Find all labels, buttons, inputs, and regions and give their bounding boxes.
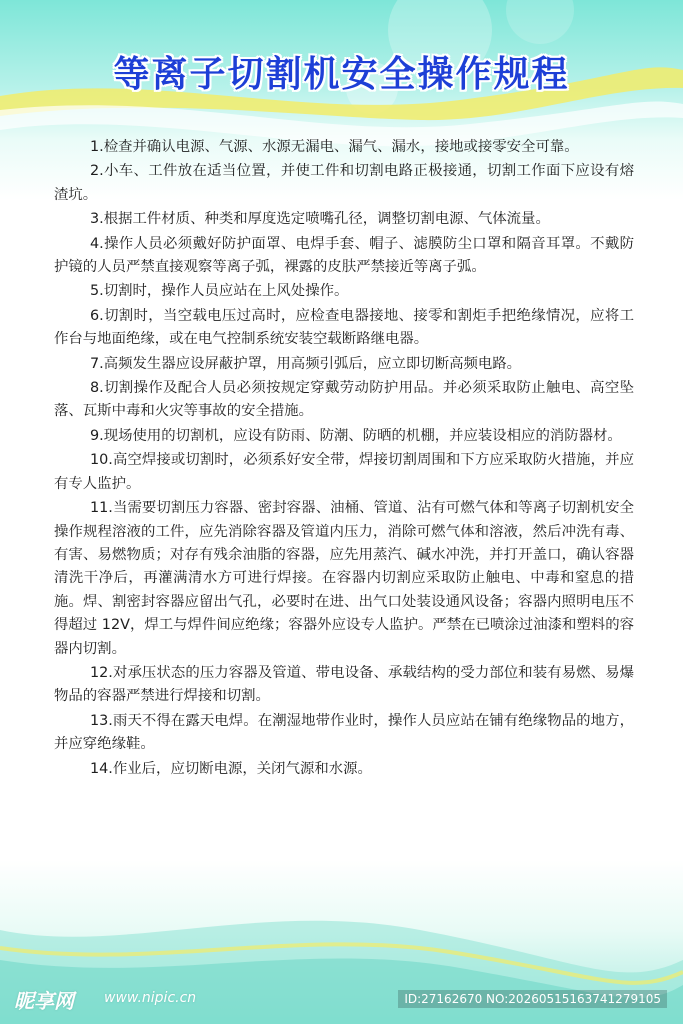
watermark-logo: 昵享网: [14, 989, 74, 1013]
rule-item: 4.操作人员必须戴好防护面罩、电焊手套、帽子、滤膜防尘口罩和隔音耳罩。不戴防护镜的人员严禁直接观察等离子弧，裸露的皮肤严禁接近等离子弧。: [54, 235, 634, 276]
rule-item: 13.雨天不得在露天电焊。在潮湿地带作业时，操作人员应站在铺有绝缘物品的地方，并应穿绝缘鞋。: [54, 712, 634, 753]
rule-item: 1.检查并确认电源、气源、水源无漏电、漏气、漏水，接地或接零安全可靠。: [90, 139, 579, 155]
rule-item: 7.高频发生器应设屏蔽护罩，用高频引弧后，应立即切断高频电路。: [90, 355, 522, 372]
rule-item: 6.切割时，当空载电压过高时，应检查电器接地、接零和割炬手把绝缘情况，应将工作台与地面绝缘，或在电气控制系统安装空载断路继电器。: [54, 307, 634, 348]
rule-item: 3.根据工件材质、种类和厚度选定喷嘴孔径，调整切割电源、气体流量。: [90, 211, 550, 228]
page-title: 等离子切割机安全操作规程: [113, 54, 570, 95]
rule-item: 8.切割操作及配合人员必须按规定穿戴劳动防护用品。并必须采取防止触电、高空坠落、瓦斯中毒和火灾等事故的安全措施。: [54, 380, 634, 420]
rule-item: 9.现场使用的切割机，应设有防雨、防潮、防晒的机棚，并应装设相应的消防器材。: [90, 427, 622, 444]
watermark-url: www.nipic.cn: [104, 990, 197, 1006]
rule-item: 5.切割时，操作人员应站在上风处操作。: [90, 283, 349, 300]
rule-item: 14.作业后，应切断电源，关闭气源和水源。: [90, 760, 372, 777]
rule-item: 2.小车、工件放在适当位置，并使工件和切割电路正极接通，切割工作面下应设有熔渣坑。: [54, 163, 634, 203]
rule-item: 10.高空焊接或切割时，必须系好安全带，焊接切割周围和下方应采取防火措施，并应有专人监护。: [54, 452, 634, 492]
rule-item: 11.当需要切割压力容器、密封容器、油桶、管道、沾有可燃气体和等离子切割机安全操作规程溶液的工件，应先消除容器及管道内压力，消除可燃气体和溶液，然后冲洗有毒、有害、易燃物质；对存有残余油脂的容器，应先用蒸汽、碱水冲洗，并打开盖口，确认容器清洗干净后，再灌满清水方可进行焊接。在容器内切割应采取防止触电、中毒和窒息的措施。焊、割密封容器应留出气孔，必要时在进、出气口处装设通风设备；容器内照明电压不得超过 12V，焊工与焊件间应绝缘；容器外应设专人监护。严禁在已喷涂过油漆和塑料的容器内切割。: [54, 500, 634, 657]
watermark-id: ID:27162670 NO:20260515163741279105: [398, 990, 667, 1008]
rules-list: [54, 136, 634, 781]
rule-item: 12.对承压状态的压力容器及管道、带电设备、承载结构的受力部位和装有易燃、易爆物品的容器严禁进行焊接和切割。: [54, 664, 634, 705]
